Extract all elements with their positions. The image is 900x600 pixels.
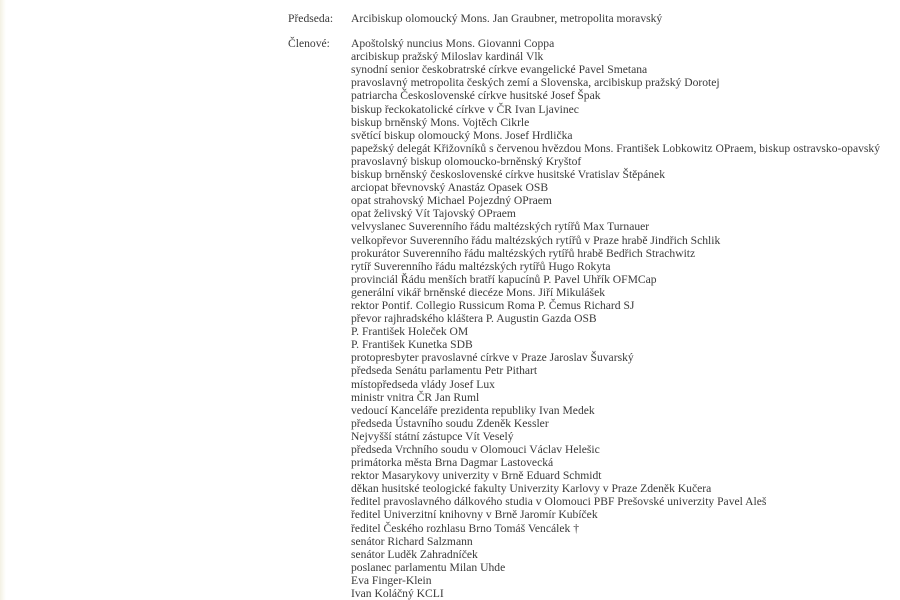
member-item: předseda Ústavního soudu Zdeněk Kessler [351, 416, 549, 430]
committee-list [288, 12, 880, 600]
members-label: Členové: [288, 37, 330, 51]
member-item: ministr vnitra ČR Jan Ruml [351, 390, 480, 404]
member-item: prokurátor Suverenního řádu maltézských rytířů hrabě Bedřich Strachwitz [351, 246, 696, 260]
member-item: Eva Finger-Klein [351, 573, 432, 587]
member-item: Nejvyšší státní zástupce Vít Veselý [351, 429, 514, 443]
member-item: vedoucí Kanceláře prezidenta republiky Ivan Medek [351, 403, 595, 417]
member-item: protopresbyter pravoslavné církve v Praze Jaroslav Šuvarský [351, 351, 634, 365]
member-item: velvyslanec Suverenního řádu maltézských rytířů Max Turnauer [351, 220, 650, 234]
member-item: biskup brněnský československé církve husitské Vratislav Štěpánek [351, 168, 665, 182]
member-item: senátor Richard Salzmann [351, 534, 473, 548]
member-item: arcibiskup pražský Miloslav kardinál Vlk [351, 50, 544, 64]
member-item: primátorka města Brna Dagmar Lastovecká [351, 456, 554, 470]
member-item: biskup brněnský Mons. Vojtěch Cikrle [351, 115, 530, 129]
member-item: biskup řeckokatolické církve v ČR Ivan Ljavinec [351, 102, 579, 116]
chair-value: Arcibiskup olomoucký Mons. Jan Graubner, metropolita moravský [351, 12, 663, 25]
member-item: patriarcha Československé církve husitské Josef Špak [351, 89, 601, 103]
member-item: ředitel Univerzitní knihovny v Brně Jaromír Kubíček [351, 508, 598, 522]
member-item: generální vikář brněnské diecéze Mons. Jiří Mikulášek [351, 285, 606, 299]
member-item: světící biskup olomoucký Mons. Josef Hrdlička [351, 128, 573, 142]
member-item: opat strahovský Michael Pojezdný OPraem [351, 194, 552, 208]
member-item: místopředseda vlády Josef Lux [351, 377, 495, 391]
member-item: Ivan Koláčný KCLI [351, 587, 444, 600]
member-item: P. František Kunetka SDB [351, 338, 473, 352]
member-item: velkopřevor Suverenního řádu maltézských rytířů v Praze hrabě Jindřich Schlik [351, 233, 721, 247]
chair-label: Předseda: [288, 12, 334, 25]
member-item: opat želivský Vít Tajovský OPraem [351, 207, 516, 221]
member-item: poslanec parlamentu Milan Uhde [351, 560, 506, 574]
member-item: rektor Masarykovy univerzity v Brně Eduard Schmidt [351, 469, 602, 483]
member-item: pravoslavný biskup olomoucko-brněnský Kryštof [351, 154, 582, 168]
member-item: provinciál Řádu menších bratří kapucínů P. Pavel Uhřík OFMCap [351, 272, 657, 286]
member-item: P. František Holeček OM [351, 325, 469, 339]
member-item: rytíř Suverenního řádu maltézských rytířů Hugo Rokyta [351, 259, 611, 273]
member-item: papežský delegát Křižovníků s červenou hvězdou Mons. František Lobkowitz OPraem, biskup ostravsko-opavský [351, 141, 881, 155]
chair-row [288, 12, 880, 25]
member-item: synodní senior českobratrské církve evangelické Pavel Smetana [351, 63, 648, 77]
member-item: senátor Luděk Zahradníček [351, 547, 478, 561]
member-item: předseda Senátu parlamentu Petr Pithart [351, 364, 538, 378]
members-row [288, 37, 880, 600]
members-list [351, 37, 880, 600]
member-item: ředitel pravoslavného dálkového studia v Olomouci PBF Prešovské univerzity Pavel Aleš [351, 495, 767, 509]
member-item: pravoslavný metropolita českých zemí a Slovenska, arcibiskup pražský Dorotej [351, 76, 720, 90]
member-item: převor rajhradského kláštera P. Augustin Gazda OSB [351, 312, 597, 326]
page-edge [0, 0, 6, 600]
member-item: arciopat břevnovský Anastáz Opasek OSB [351, 181, 549, 195]
member-item: Apoštolský nuncius Mons. Giovanni Coppa [351, 37, 555, 51]
member-item: děkan husitské teologické fakulty Univerzity Karlovy v Praze Zdeněk Kučera [351, 482, 712, 496]
member-item: rektor Pontif. Collegio Russicum Roma P. Čemus Richard SJ [351, 298, 635, 312]
member-item: předseda Vrchního soudu v Olomouci Václav Helešic [351, 443, 600, 456]
member-item: ředitel Českého rozhlasu Brno Tomáš Vencálek † [351, 521, 580, 535]
